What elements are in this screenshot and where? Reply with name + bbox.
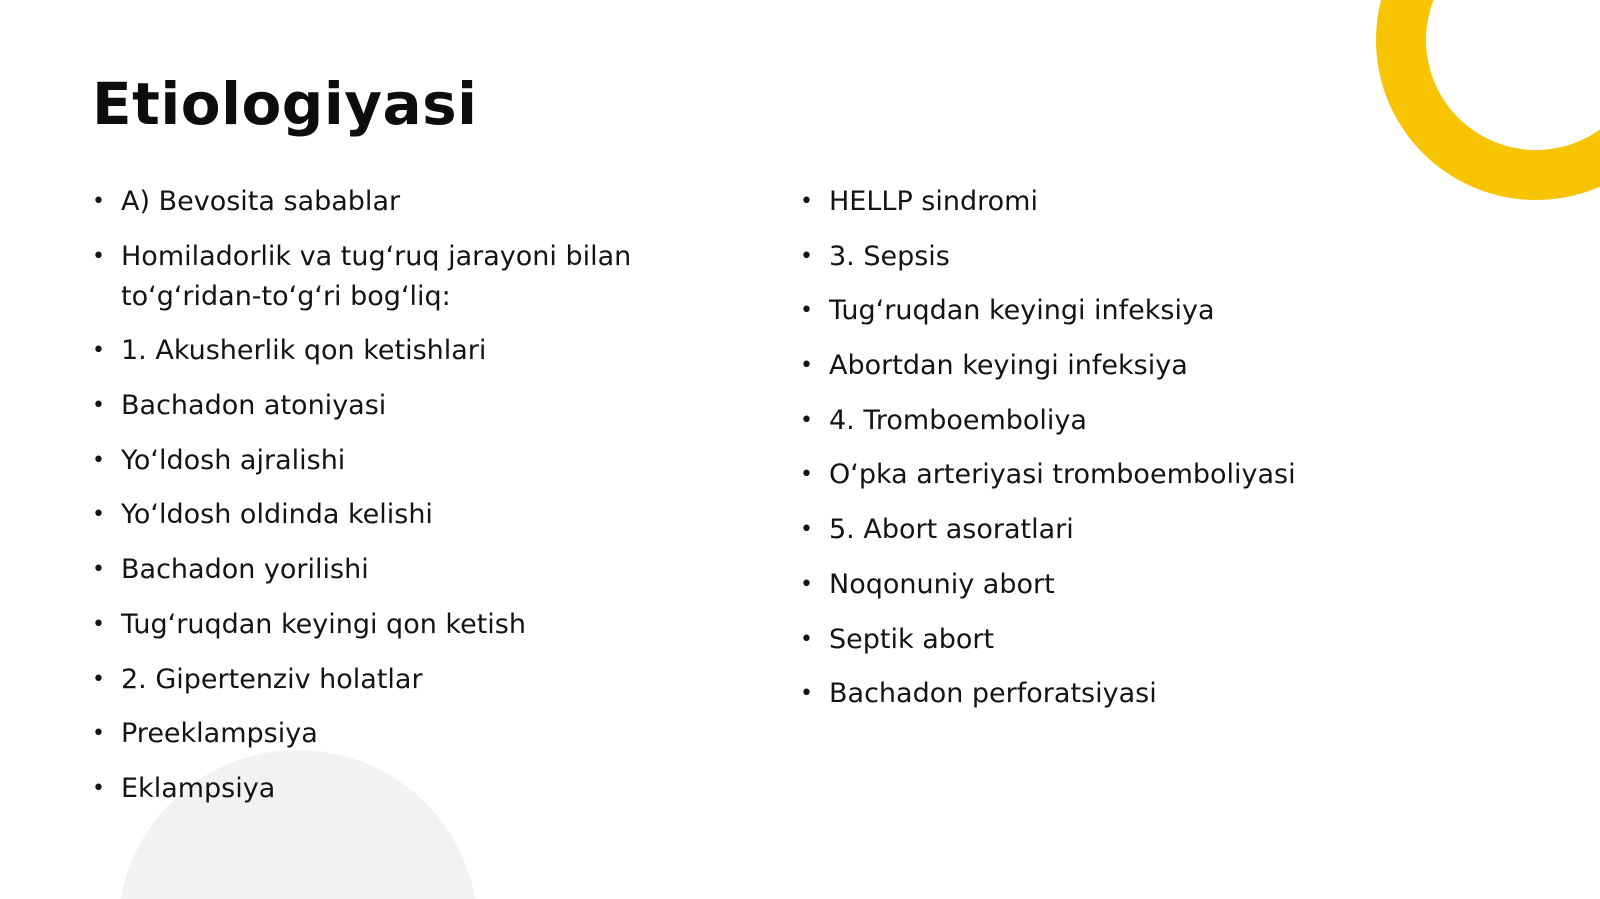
list-item: • Bachadon yorilishi: [92, 550, 772, 590]
list-item: • Abortdan keyingi infeksiya: [800, 346, 1420, 386]
list-item: • Yo‘ldosh oldinda kelishi: [92, 495, 772, 535]
left-bullet-list: [92, 182, 772, 824]
list-item: • Bachadon atoniyasi: [92, 386, 772, 426]
right-bullet-list: [800, 182, 1420, 729]
list-item: • Noqonuniy abort: [800, 565, 1420, 605]
list-item: • HELLP sindromi: [800, 182, 1420, 222]
list-item: • Preeklampsiya: [92, 714, 772, 754]
slide-title: Etiologiyasi: [92, 70, 478, 138]
list-item: • Tug‘ruqdan keyingi infeksiya: [800, 291, 1420, 331]
list-item: • Bachadon perforatsiyasi: [800, 674, 1420, 714]
list-item: • 4. Tromboemboliya: [800, 401, 1420, 441]
list-item: • Homiladorlik va tug‘ruq jarayoni bilan to‘g‘ridan-to‘g‘ri bog‘liq:: [92, 237, 772, 317]
list-item: • A) Bevosita sabablar: [92, 182, 772, 222]
list-item: • Tug‘ruqdan keyingi qon ketish: [92, 605, 772, 645]
list-item: • 5. Abort asoratlari: [800, 510, 1420, 550]
list-item: • 1. Akusherlik qon ketishlari: [92, 331, 772, 371]
list-item: • 2. Gipertenziv holatlar: [92, 660, 772, 700]
list-item: • 3. Sepsis: [800, 237, 1420, 277]
list-item: • Septik abort: [800, 620, 1420, 660]
list-item: • O‘pka arteriyasi tromboemboliyasi: [800, 455, 1420, 495]
decorative-yellow-ring: [1376, 0, 1600, 200]
list-item: • Yo‘ldosh ajralishi: [92, 441, 772, 481]
list-item: • Eklampsiya: [92, 769, 772, 809]
